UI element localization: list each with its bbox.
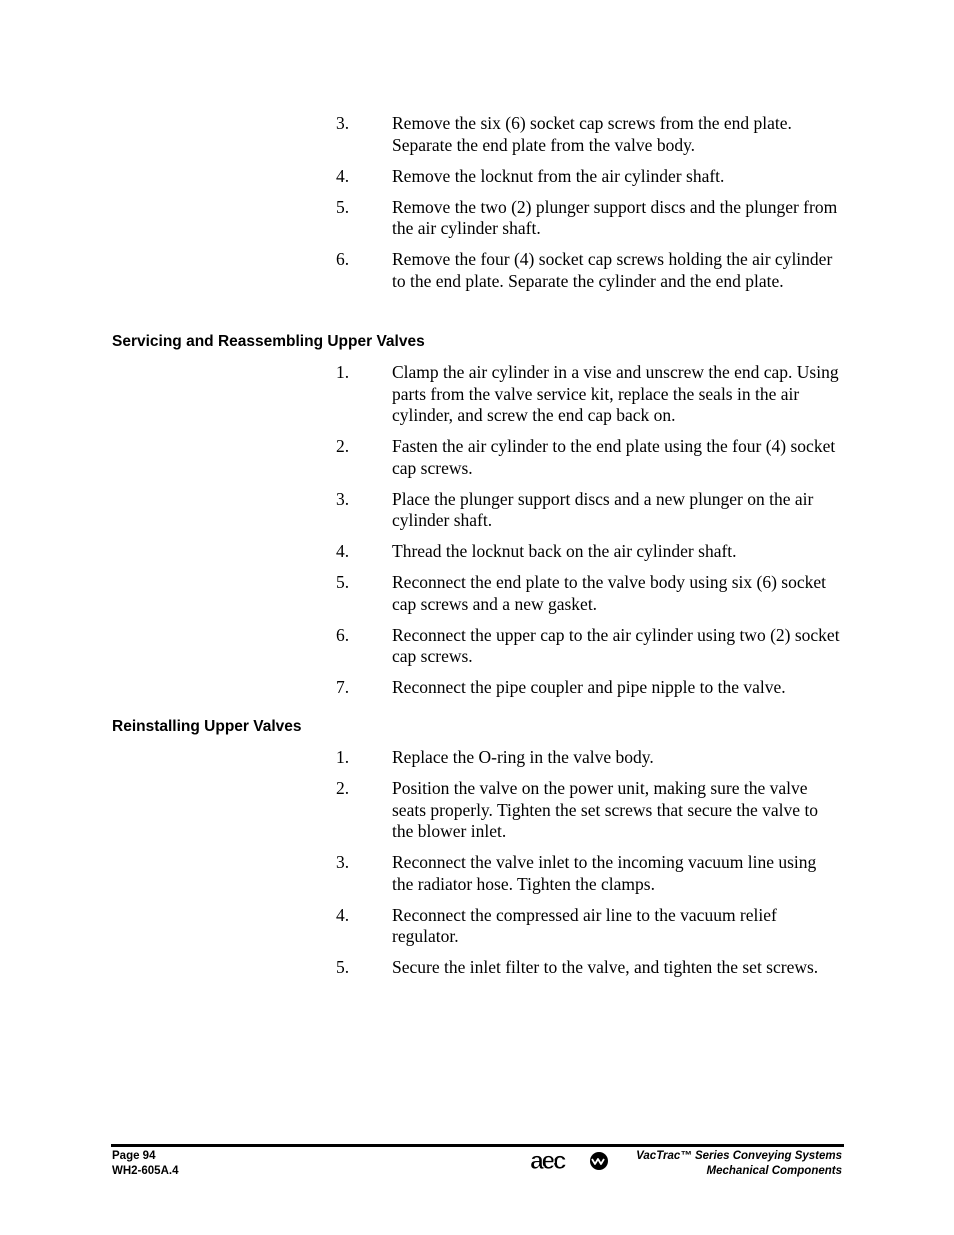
list-item: [0, 747, 954, 769]
list-item: [0, 905, 954, 948]
list-item: [0, 249, 954, 292]
step-number: 6.: [336, 624, 350, 645]
reinstalling-steps-list: [0, 747, 954, 979]
list-item: [0, 625, 954, 668]
step-text: Position the valve on the power unit, making sure the valve seats properly. Tighten the set screws that secure the valve to the blower inlet.: [392, 778, 819, 841]
list-item: [0, 541, 954, 563]
step-number: 1.: [336, 362, 350, 382]
step-text: Thread the locknut back on the air cylinder shaft.: [392, 541, 737, 561]
servicing-steps-list: [0, 362, 954, 699]
list-item: [0, 489, 954, 532]
list-item: [0, 166, 954, 188]
step-text: Remove the locknut from the air cylinder shaft.: [392, 165, 725, 186]
step-text: Secure the inlet filter to the valve, and tighten the set screws.: [392, 957, 819, 977]
footer-divider: [111, 1144, 844, 1147]
step-text: Remove the six (6) socket cap screws from the end plate. Separate the end plate from the valve body.: [392, 113, 792, 155]
step-number: 7.: [336, 677, 350, 697]
list-item: [0, 778, 954, 843]
step-text: Reconnect the valve inlet to the incoming vacuum line using the radiator hose. Tighten the clamps.: [392, 852, 817, 894]
list-item: [0, 957, 954, 979]
step-text: Reconnect the pipe coupler and pipe nipple to the valve.: [392, 677, 786, 697]
step-text: Reconnect the end plate to the valve body using six (6) socket cap screws and a new gasket.: [392, 572, 826, 614]
section-heading-reinstalling: Reinstalling Upper Valves: [112, 718, 302, 735]
list-item: [0, 113, 954, 156]
step-number: 4.: [336, 165, 350, 186]
step-number: 5.: [336, 957, 350, 977]
step-text: Reconnect the upper cap to the air cylinder using two (2) socket cap screws.: [392, 624, 840, 666]
list-item: [0, 572, 954, 615]
page-number: Page 94: [112, 1150, 156, 1162]
list-item: [0, 436, 954, 479]
list-item: [0, 197, 954, 240]
removal-steps-list: [0, 113, 954, 292]
section-title: Mechanical Components: [706, 1164, 842, 1177]
step-text: Remove the four (4) socket cap screws holding the air cylinder to the end plate. Separate the cylinder and the end plate.: [392, 249, 833, 291]
step-text: Reconnect the compressed air line to the vacuum relief regulator.: [392, 904, 777, 946]
step-text: Replace the O-ring in the valve body.: [392, 747, 654, 767]
aec-logo: [530, 1150, 610, 1172]
step-number: 3.: [336, 488, 350, 509]
step-text: Clamp the air cylinder in a vise and unscrew the end cap. Using parts from the valve service kit, replace the seals in the air cylinder, and screw the end cap back on.: [392, 362, 839, 425]
step-number: 1.: [336, 747, 350, 767]
footer-right: [636, 1149, 842, 1178]
step-text: Remove the two (2) plunger support discs and the plunger from the air cylinder shaft.: [392, 196, 838, 238]
document-id: WH2-605A.4: [112, 1164, 179, 1177]
step-number: 3.: [336, 852, 350, 872]
list-item: [0, 677, 954, 699]
list-item: [0, 852, 954, 895]
list-item: [0, 362, 954, 427]
footer-left: [112, 1149, 178, 1178]
step-number: 4.: [336, 904, 350, 925]
product-title: VacTrac™ Series Conveying Systems: [636, 1150, 842, 1162]
step-text: Fasten the air cylinder to the end plate using the four (4) socket cap screws.: [392, 436, 836, 478]
step-number: 2.: [336, 436, 350, 456]
step-number: 5.: [336, 572, 350, 592]
step-number: 3.: [336, 113, 350, 133]
step-number: 2.: [336, 778, 350, 798]
step-number: 4.: [336, 541, 350, 561]
section-heading-servicing: Servicing and Reassembling Upper Valves: [112, 333, 425, 350]
step-text: Place the plunger support discs and a new plunger on the air cylinder shaft.: [392, 488, 814, 530]
aec-logo-text: aec: [530, 1150, 565, 1172]
step-number: 5.: [336, 196, 350, 217]
step-number: 6.: [336, 249, 350, 269]
